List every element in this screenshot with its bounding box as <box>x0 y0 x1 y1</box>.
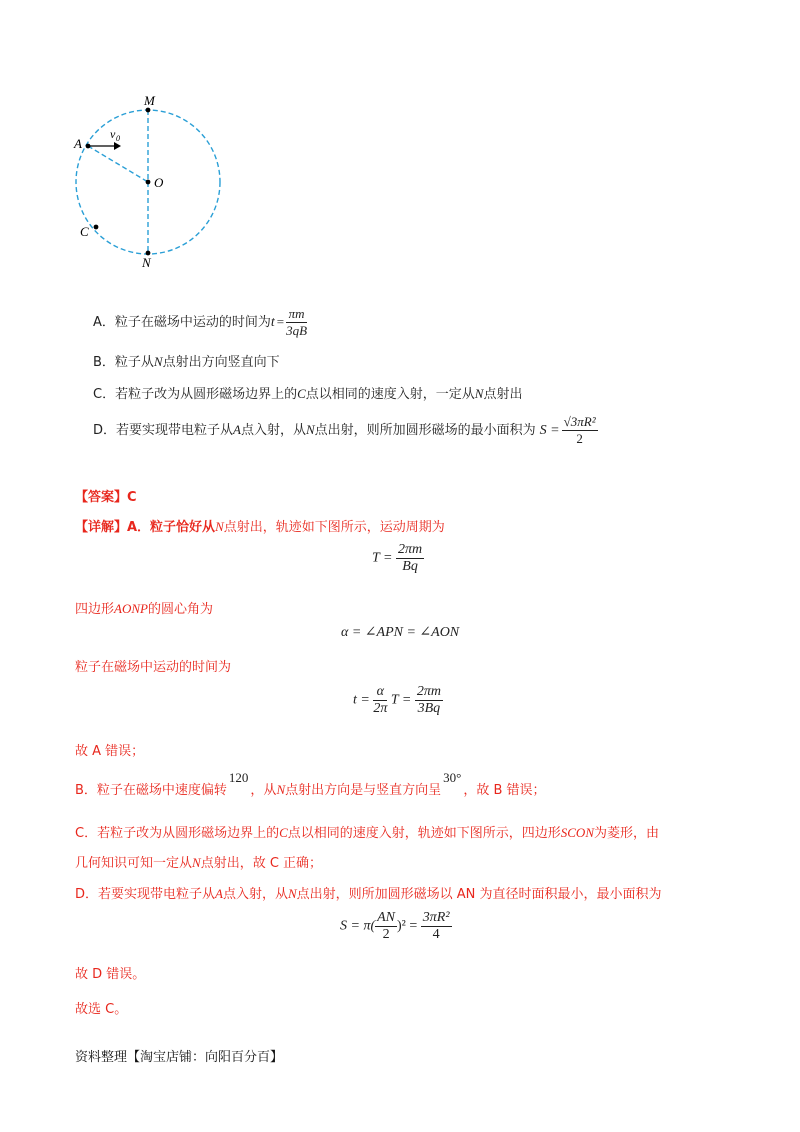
eq1-num: 2πm <box>397 542 423 557</box>
detail-line-2-quad: AONP <box>114 601 148 616</box>
eq1-lhs: T = <box>372 550 393 566</box>
label-o: O <box>154 175 164 190</box>
option-a-num: πm <box>286 306 307 323</box>
option-b-n: N <box>153 354 163 369</box>
eq4-f2-den: 4 <box>432 927 440 942</box>
detail-d <box>75 883 662 902</box>
label-v: v <box>110 127 116 141</box>
eq3-fraction-1 <box>373 684 387 717</box>
answer-label: 【答案】C <box>75 490 137 505</box>
detail-d-a: A <box>215 886 223 901</box>
detail-d-mid1: 点入射，从 <box>222 887 288 902</box>
option-b-text: B．粒子从 <box>93 355 154 370</box>
option-b-rest: 点射出方向竖直向下 <box>162 355 280 370</box>
option-d-a: A <box>233 422 241 437</box>
detail-b <box>75 770 546 798</box>
eq4-fraction-1 <box>375 910 397 943</box>
option-c-text: C．若粒子改为从圆形磁场边界上的 <box>93 387 298 402</box>
detail-c-line-2 <box>75 852 322 871</box>
option-c-n: N <box>474 386 484 401</box>
detail-b-mid2: 点射出方向是与竖直方向呈 <box>285 783 442 798</box>
eq3-fraction-2 <box>415 684 443 717</box>
detail-b-angle2: 30° <box>443 770 462 785</box>
detail-b-angle1: 120 <box>228 770 249 785</box>
detail-c-line-2-prefix: 几何知识可知一定从 <box>75 856 193 871</box>
final-answer: 故选 C。 <box>75 1002 128 1017</box>
option-d-mid2: 点出射，则所加圆形磁场的最小面积为 <box>314 423 536 438</box>
detail-line-2-rest: 的圆心角为 <box>147 602 213 617</box>
eq4-f1-num: AN <box>377 910 396 925</box>
detail-b-n: N <box>276 782 286 797</box>
label-c: C <box>80 224 89 239</box>
option-d-text: D．若要实现带电粒子从 <box>93 423 234 438</box>
physics-diagram <box>70 90 240 275</box>
detail-c-line-2-rest: 点射出，故 C 正确； <box>200 856 323 871</box>
detail-d-end: 故 D 错误。 <box>75 967 146 982</box>
detail-line-4: 故 A 错误； <box>75 744 145 759</box>
detail-d-prefix: D．若要实现带电粒子从 <box>75 887 216 902</box>
option-d-s: S = <box>539 423 560 438</box>
detail-c-quad: SCON <box>560 825 594 840</box>
option-c <box>93 383 522 402</box>
option-a-text: A．粒子在磁场中运动的时间为 <box>93 315 271 330</box>
detail-c-line-2-n: N <box>192 855 201 870</box>
eq3-f2-num: 2πm <box>416 684 441 699</box>
equation-angle: α = ∠APN = ∠AON <box>341 625 460 640</box>
option-c-mid: 点以相同的速度入射，一定从 <box>305 387 475 402</box>
detail-c-prefix: C．若粒子改为从圆形磁场边界上的 <box>75 826 280 841</box>
detail-d-n: N <box>287 886 297 901</box>
option-d-fraction <box>562 414 598 447</box>
detail-b-rest: ，故 B 错误； <box>463 783 546 798</box>
eq4-f2-num: 3πR² <box>422 910 450 925</box>
point-o <box>146 180 151 185</box>
label-n: N <box>142 255 151 270</box>
option-d-mid1: 点入射，从 <box>240 423 306 438</box>
option-a <box>93 306 307 339</box>
detail-c-c: C <box>279 825 288 840</box>
eq4-lhs: S = π( <box>340 918 376 934</box>
eq3-f1-den: 2π <box>373 701 388 716</box>
detail-b-prefix: B．粒子在磁场中速度偏转 <box>75 783 227 798</box>
detail-line-2 <box>75 598 213 617</box>
option-a-t: t <box>270 315 275 330</box>
detail-line-2-prefix: 四边形 <box>75 602 115 617</box>
eq3-mid: T = <box>390 692 412 708</box>
velocity-arrowhead <box>114 142 121 150</box>
eq1-den: Bq <box>402 559 418 574</box>
detail-line-1-prefix: 【详解】A．粒子恰好从 <box>75 520 216 535</box>
detail-line-1-n: N <box>215 519 224 534</box>
option-b <box>93 351 280 370</box>
label-m: M <box>144 93 155 108</box>
eq3-t: t = <box>353 692 370 708</box>
label-v-sub: 0 <box>116 134 120 143</box>
detail-b-mid1: ，从 <box>250 783 277 798</box>
point-m <box>146 108 151 113</box>
detail-c-line-1 <box>75 822 659 841</box>
point-a <box>86 144 91 149</box>
detail-c-rest: 为菱形，由 <box>594 826 660 841</box>
equation-time <box>353 684 443 717</box>
detail-line-1-rest: 点射出，轨迹如下图所示，运动周期为 <box>223 520 445 535</box>
footer-text: 资料整理【淘宝店铺：向阳百分百】 <box>75 1050 284 1065</box>
label-a: A <box>74 136 82 151</box>
option-c-rest: 点射出 <box>483 387 523 402</box>
equation-area <box>340 910 452 943</box>
eq1-fraction <box>396 542 424 575</box>
detail-line-1 <box>75 516 445 535</box>
point-c <box>94 225 99 230</box>
eq4-mid: )² = <box>397 918 418 934</box>
detail-d-rest: 点出射，则所加圆形磁场以 AN 为直径时面积最小，最小面积为 <box>296 887 662 902</box>
eq4-fraction-2 <box>421 910 452 943</box>
eq4-f1-den: 2 <box>382 927 390 942</box>
option-a-den: 3qB <box>286 323 308 338</box>
detail-c-mid: 点以相同的速度入射，轨迹如下图所示，四边形 <box>287 826 561 841</box>
option-d-den: 2 <box>576 431 583 446</box>
radius-ao <box>88 146 148 182</box>
option-d-num: √3πR² <box>563 414 596 429</box>
option-c-c: C <box>297 386 306 401</box>
option-a-fraction <box>286 306 307 339</box>
option-a-eq: = <box>276 314 285 329</box>
equation-period <box>372 542 424 575</box>
eq3-f1-num: α <box>373 684 387 701</box>
option-d <box>93 414 598 447</box>
detail-line-3: 粒子在磁场中运动的时间为 <box>75 660 232 675</box>
eq3-f2-den: 3Bq <box>417 701 441 716</box>
option-d-n: N <box>305 422 315 437</box>
